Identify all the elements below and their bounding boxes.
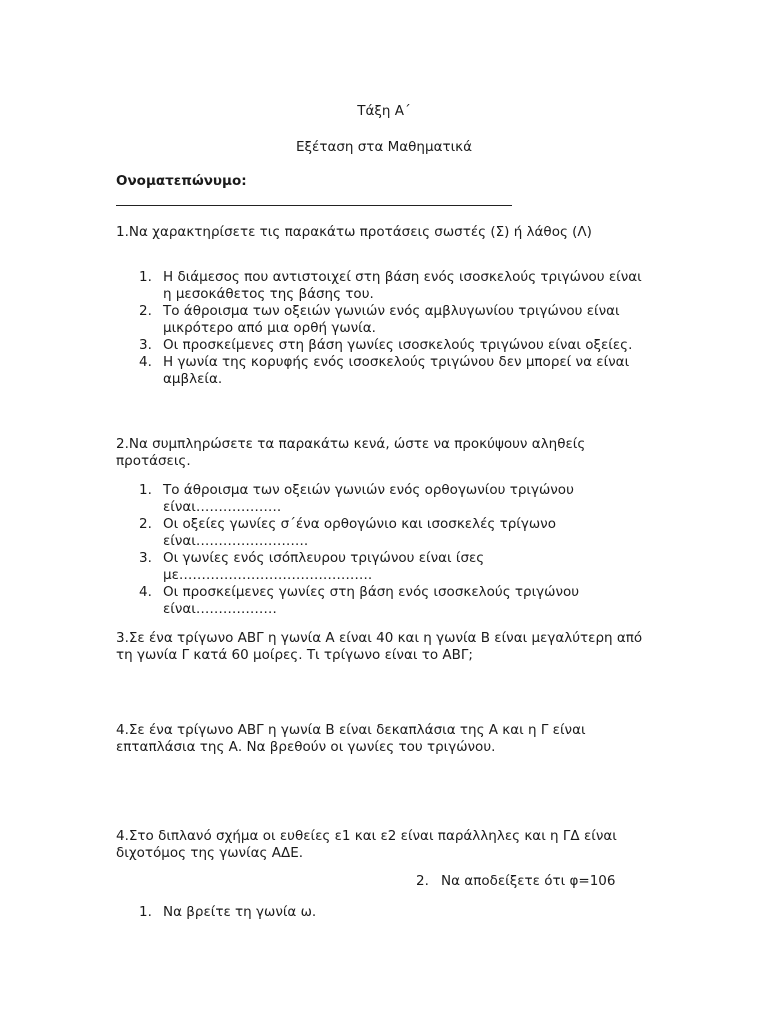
q1-item-number: 4.	[139, 354, 152, 370]
q2-prompt: 2.Να συμπληρώσετε τα παρακάτω κενά, ώστε να προκύψουν αληθείς προτάσεις.	[116, 436, 586, 469]
q2-list	[0, 482, 768, 618]
q2-item-number: 4.	[139, 584, 152, 600]
name-label: Ονοματεπώνυμο:	[116, 173, 247, 189]
q1-item-text: Η διάμεσος που αντιστοιχεί στη βάση ενός ισοσκελούς τριγώνου είναι η μεσοκάθετος της βάσης του.	[163, 269, 642, 302]
q2-item-text: Το άθροισμα των οξειών γωνιών ενός ορθογωνίου τριγώνου είναι……………….	[163, 482, 574, 515]
q4b-text: 4.Στο διπλανό σχήμα οι ευθείες ε1 και ε2 είναι παράλληλες και η ΓΔ είναι διχοτόμος της γωνίας ΑΔΕ.	[116, 828, 617, 861]
q4b-sub1-text: Να βρείτε τη γωνία ω.	[163, 904, 317, 920]
q1-item	[0, 303, 648, 337]
q3-text: 3.Σε ένα τρίγωνο ΑΒΓ η γωνία Α είναι 40 και η γωνία Β είναι μεγαλύτερη από τη γωνία Γ κατά 60 μοίρες. Τι τρίγωνο είναι το ΑΒΓ;	[116, 630, 643, 663]
q1-item-number: 1.	[139, 269, 152, 285]
q2-item	[0, 550, 648, 584]
q1-item-text: Το άθροισμα των οξειών γωνιών ενός αμβλυγωνίου τριγώνου είναι μικρότερο από μια ορθή γωνία.	[163, 303, 620, 336]
q2-item-text: Οι γωνίες ενός ισόπλευρου τριγώνου είναι ίσες με…………………………………….	[163, 550, 485, 583]
q4b-sub2-number: 2.	[416, 873, 429, 889]
q1-list	[0, 269, 768, 388]
q1-prompt: 1.Να χαρακτηρίσετε τις παρακάτω προτάσεις σωστές (Σ) ή λάθος (Λ)	[116, 224, 592, 240]
q4a-text: 4.Σε ένα τρίγωνο ΑΒΓ η γωνία Β είναι δεκαπλάσια της Α και η Γ είναι επταπλάσια της Α. Να βρεθούν οι γωνίες του τριγώνου.	[116, 722, 586, 755]
q1-item	[0, 269, 648, 303]
q1-item	[0, 354, 648, 388]
q2-item-text: Οι προσκείμενες γωνίες στη βάση ενός ισοσκελούς τριγώνου είναι………………	[163, 584, 580, 617]
q2-item-number: 3.	[139, 550, 152, 566]
q2-item	[0, 516, 648, 550]
q1-item-text: Οι προσκείμενες στη βάση γωνίες ισοσκελούς τριγώνου είναι οξείες.	[163, 337, 633, 353]
q1-item-number: 3.	[139, 337, 152, 353]
exam-title: Εξέταση στα Μαθηματικά	[295, 139, 473, 155]
q2-item-text: Οι οξείες γωνίες σ΄ένα ορθογώνιο και ισοσκελές τρίγωνο είναι…………………….	[163, 516, 556, 549]
q2-item-number: 1.	[139, 482, 152, 498]
q1-item-text: Η γωνία της κορυφής ενός ισοσκελούς τριγώνου δεν μπορεί να είναι αμβλεία.	[163, 354, 630, 387]
class-title: Τάξη Α΄	[357, 103, 411, 119]
q4b-sub2-text: Να αποδείξετε ότι φ=106	[441, 873, 616, 889]
q1-item	[0, 337, 648, 354]
q2-item-number: 2.	[139, 516, 152, 532]
q1-item-number: 2.	[139, 303, 152, 319]
name-underline	[116, 205, 512, 206]
q2-item	[0, 482, 648, 516]
q2-item	[0, 584, 648, 618]
q4b-sub1-number: 1.	[139, 904, 152, 920]
